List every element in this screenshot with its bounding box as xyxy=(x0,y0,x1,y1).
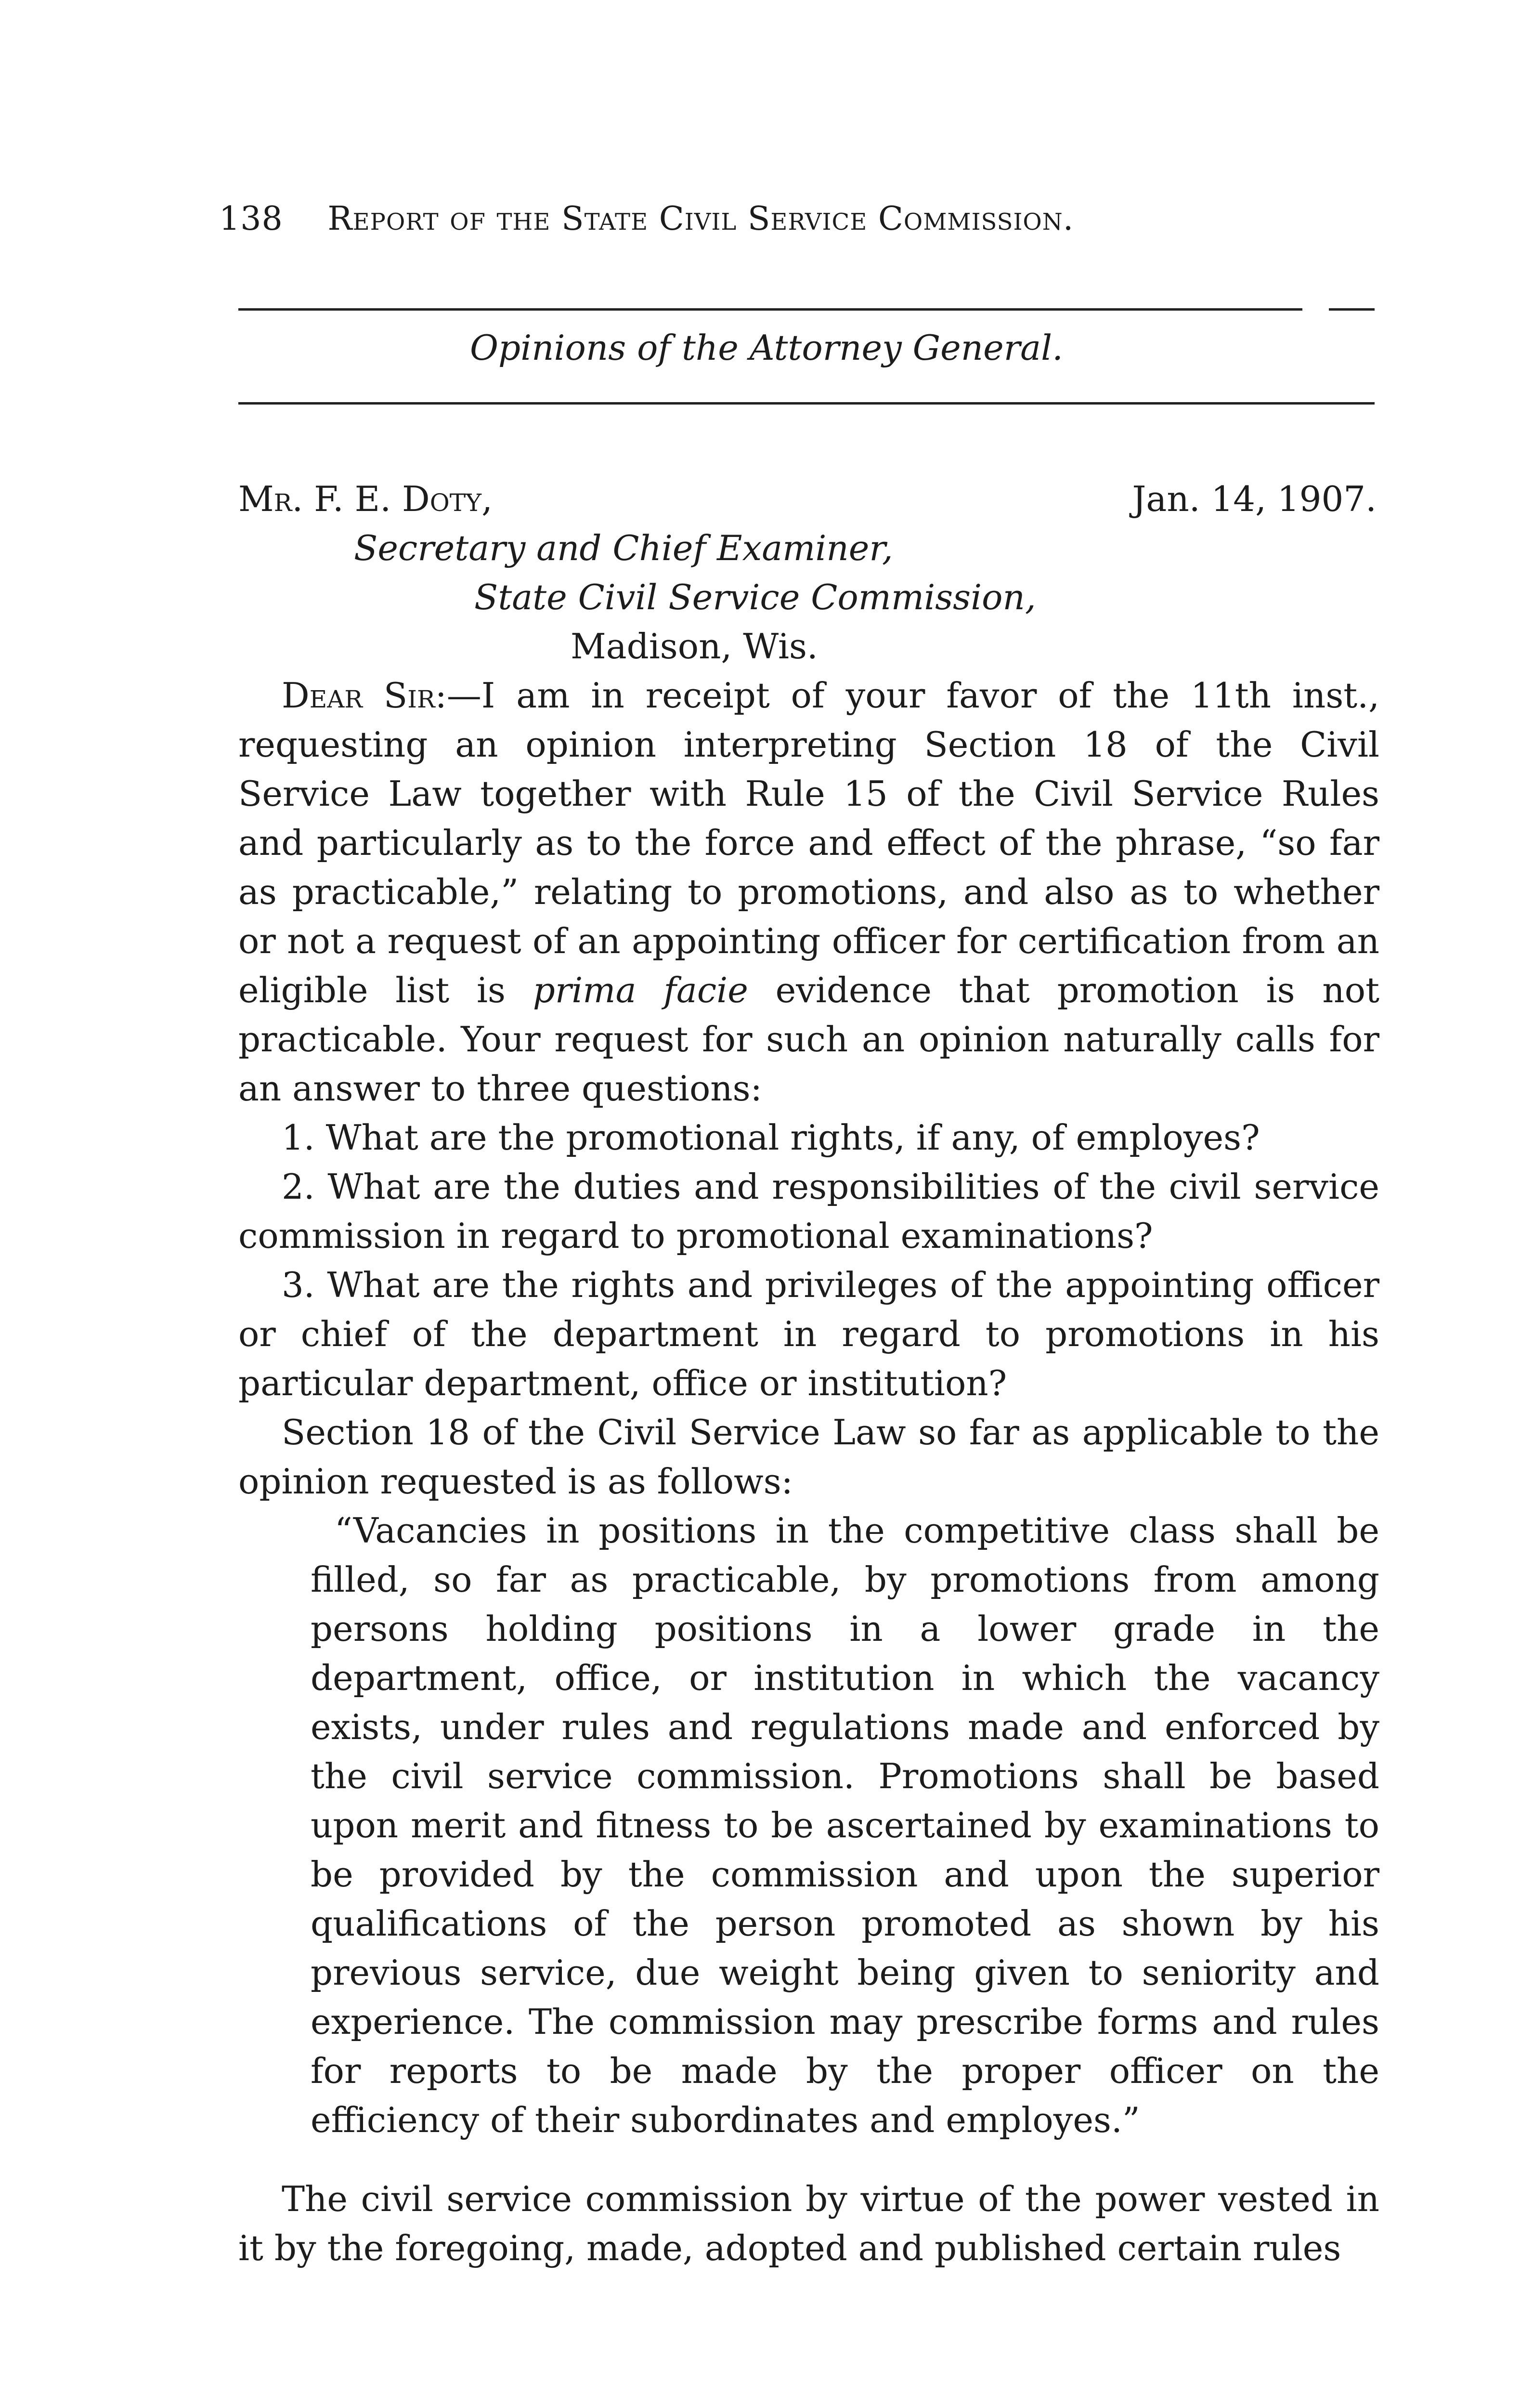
paragraph-3: The civil service commission by virtue of the power vested in it by the foregoing, made, adopted and published certain rules xyxy=(238,2179,1379,2268)
paragraph-1-text: —I am in receipt of your favor of the 11th inst., requesting an opinion interpreting Section 18 of the Civil Service Law together with Rule 15 of the Civil Service Rules and particularly as to the force and effect of the phrase, “so far as practicable,” relating to promotions, and also as to whether or not a request of an appointing officer for certification from an eligible list is xyxy=(238,675,1379,1010)
question-1: 1. What are the promotional rights, if any, of employes? xyxy=(282,1117,1260,1158)
running-title: Report of the State Civil Service Commission. xyxy=(327,200,1074,238)
page-header xyxy=(219,200,1074,238)
addressee-city: Madison, Wis. xyxy=(571,626,818,667)
bottom-rule xyxy=(238,402,1375,405)
addressee-title: Secretary and Chief Examiner, xyxy=(354,528,893,568)
top-rule xyxy=(238,308,1302,311)
paragraph-2: Section 18 of the Civil Service Law so far as applicable to the opinion requested is as follows: xyxy=(238,1412,1379,1502)
addressee-name: Mr. F. E. Doty, xyxy=(238,479,493,519)
section-title: Opinions of the Attorney General. xyxy=(469,327,1064,368)
top-rule-tail xyxy=(1329,308,1375,311)
salutation: Dear Sir: xyxy=(282,675,447,716)
addressee-commission: State Civil Service Commission, xyxy=(474,577,1036,617)
letter-date: Jan. 14, 1907. xyxy=(1132,479,1377,519)
addressee-block xyxy=(238,474,1379,671)
statute-quote: “Vacancies in positions in the competitive class shall be filled, so far as practicable, by promotions from among persons holding positions in a lower grade in the department, office, or institution in which the vacancy exists, under rules and regulations made and enforced by the civil service commission. Promotions shall be based upon merit and fitness to be ascertained by examinations to be provided by the commission and upon the superior qualifications of the person promoted as shown by his previous service, due weight being given to seniority and experience. The commission may prescribe forms and rules for reports to be made by the proper officer on the efficiency of their subordinates and employes.” xyxy=(311,1510,1379,2140)
page-number: 138 xyxy=(219,200,283,238)
question-2: 2. What are the duties and responsibilities of the civil service commission in regard to promotional examinations? xyxy=(238,1166,1379,1256)
letter-body xyxy=(238,671,1379,2273)
paragraph-1 xyxy=(238,671,1379,1113)
question-3: 3. What are the rights and privileges of the appointing officer or chief of the department in regard to promotions in his particular department, office or institution? xyxy=(238,1265,1379,1403)
paragraph-1-text-end: evidence that promotion is not practicable. Your request for such an opinion naturally calls for an answer to three questions: xyxy=(238,970,1379,1109)
paragraph-1-italic: prima facie xyxy=(533,970,748,1010)
